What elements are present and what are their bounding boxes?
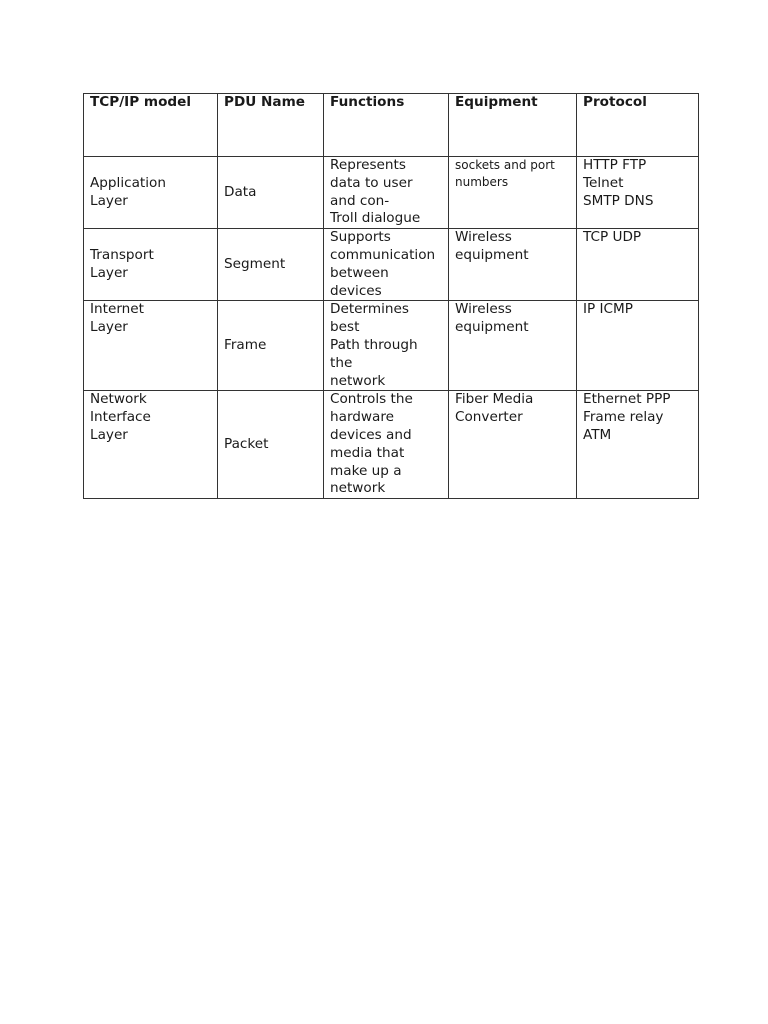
cell-functions: Controls the hardware devices and media that make up a network	[324, 391, 449, 499]
cell-pdu: Packet	[218, 391, 324, 499]
table-row	[84, 229, 699, 301]
cell-model: Internet Layer	[84, 301, 218, 391]
header-tcp-ip-model: TCP/IP model	[84, 94, 218, 157]
cell-pdu: Segment	[218, 229, 324, 301]
cell-functions: Represents data to user and con- Troll dialogue	[324, 157, 449, 229]
header-pdu-name: PDU Name	[218, 94, 324, 157]
cell-model: Transport Layer	[84, 229, 218, 301]
cell-protocol: HTTP FTP Telnet SMTP DNS	[577, 157, 699, 229]
cell-model: Application Layer	[84, 157, 218, 229]
table-row	[84, 391, 699, 499]
tcp-ip-model-table	[83, 93, 699, 499]
cell-equipment: Wireless equipment	[449, 301, 577, 391]
table-header-row	[84, 94, 699, 157]
cell-equipment: Wireless equipment	[449, 229, 577, 301]
cell-equipment: Fiber Media Converter	[449, 391, 577, 499]
table-row	[84, 157, 699, 229]
cell-protocol: TCP UDP	[577, 229, 699, 301]
cell-pdu: Frame	[218, 301, 324, 391]
header-equipment: Equipment	[449, 94, 577, 157]
cell-functions: Determines best Path through the network	[324, 301, 449, 391]
table-row	[84, 301, 699, 391]
cell-model: Network Interface Layer	[84, 391, 218, 499]
cell-functions: Supports communication between devices	[324, 229, 449, 301]
cell-equipment: sockets and port numbers	[449, 157, 577, 229]
cell-protocol: IP ICMP	[577, 301, 699, 391]
cell-protocol: Ethernet PPP Frame relay ATM	[577, 391, 699, 499]
header-protocol: Protocol	[577, 94, 699, 157]
header-functions: Functions	[324, 94, 449, 157]
cell-pdu: Data	[218, 157, 324, 229]
